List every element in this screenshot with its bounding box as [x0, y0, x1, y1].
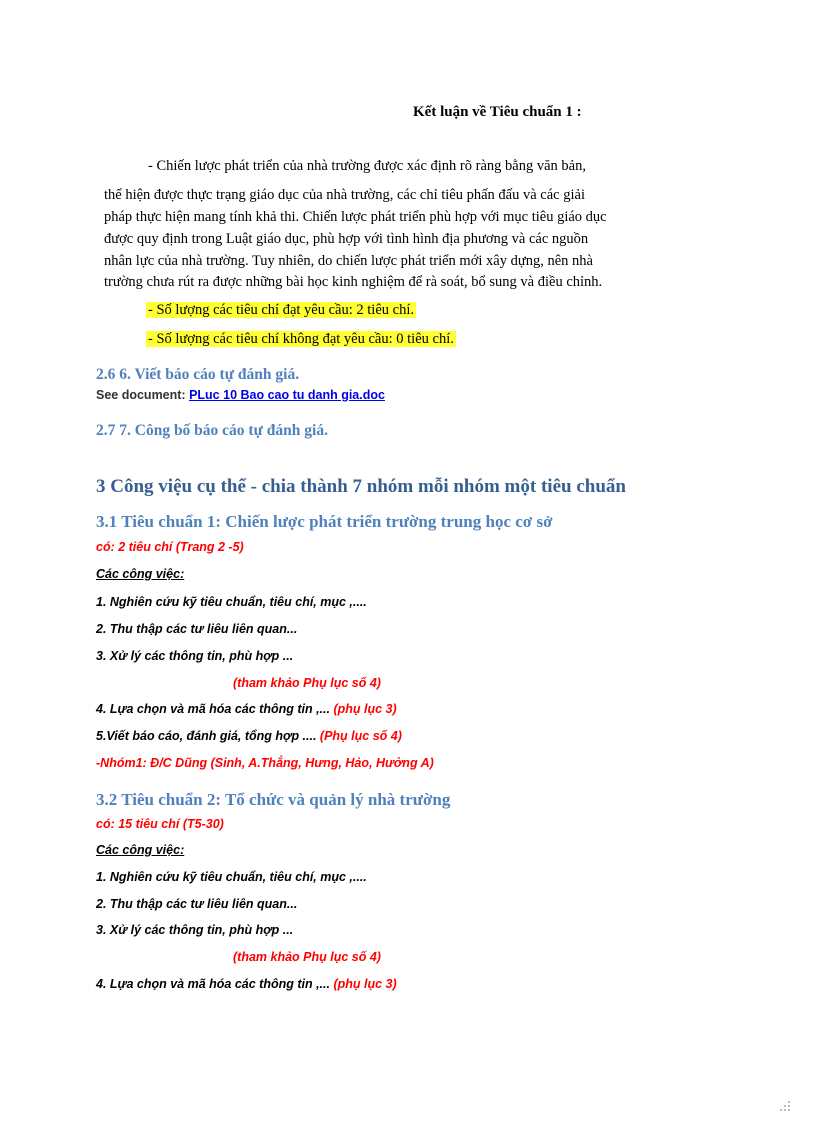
task-3-2-4-text: 4. Lựa chọn và mã hóa các thông tin ,... [96, 977, 334, 991]
group-3-1: -Nhóm1: Đ/C Dũng (Sinh, A.Thắng, Hưng, Hảo, Hưởng A) [96, 756, 434, 770]
task-3-1-4-text: 4. Lựa chọn và mã hóa các thông tin ,... [96, 702, 334, 716]
heading-2-7: 2.7 7. Công bố báo cáo tự đánh giá. [96, 422, 328, 439]
task-3-1-2: 2. Thu thập các tư liêu liên quan... [96, 622, 298, 636]
see-document-line [96, 388, 385, 402]
highlight-criteria-not-met [146, 331, 456, 348]
task-3-1-3: 3. Xử lý các thông tin, phù hợp ... [96, 649, 294, 663]
heading-3: 3 Công việu cụ thể - chia thành 7 nhóm mỗi nhóm một tiêu chuẩn [96, 476, 626, 497]
task-3-1-5 [96, 729, 402, 743]
heading-3-2: 3.2 Tiêu chuẩn 2: Tổ chức và quản lý nhà trường [96, 790, 451, 809]
highlight-criteria-met-text: - Số lượng các tiêu chí đạt yêu cầu: 2 tiêu chí. [148, 302, 414, 318]
paragraph-line-3: pháp thực hiện mang tính khả thi. Chiến lược phát triển phù hợp với mục tiêu giáo dục [104, 209, 607, 225]
reference-3-1: (tham khảo Phụ lục số 4) [233, 676, 381, 690]
paragraph-line-4: được quy định trong Luật giáo dục, phù hợp với tình hình địa phương và các nguồn [104, 231, 589, 247]
paragraph-line-1: - Chiến lược phát triển của nhà trường được xác định rõ ràng bằng văn bản, [148, 158, 586, 174]
criteria-count-3-1: có: 2 tiêu chí (Trang 2 -5) [96, 540, 244, 554]
see-document-label: See document: [96, 388, 190, 402]
task-3-1-5-text: 5.Viết báo cáo, đánh giá, tổng hợp .... [96, 729, 320, 743]
task-3-1-4 [96, 702, 397, 716]
heading-2-6: 2.6 6. Viết báo cáo tự đánh giá. [96, 366, 300, 383]
tasks-label-3-1: Các công việc: [96, 567, 185, 581]
task-3-2-3: 3. Xử lý các thông tin, phù hợp ... [96, 923, 294, 937]
highlight-criteria-met [146, 302, 416, 319]
document-link[interactable]: PLuc 10 Bao cao tu danh gia.doc [189, 388, 385, 402]
conclusion-title: Kết luận về Tiêu chuẩn 1 : [413, 104, 582, 120]
reference-3-2: (tham khảo Phụ lục số 4) [233, 950, 381, 964]
paragraph-line-5: nhân lực của nhà trường. Tuy nhiên, do chiến lược phát triển mới xây dựng, nên nhà [104, 253, 593, 269]
paragraph-line-6: trường chưa rút ra được những bài học kinh nghiệm để rà soát, bổ sung và điều chỉnh. [104, 274, 603, 290]
criteria-count-3-2: có: 15 tiêu chí (T5-30) [96, 817, 224, 831]
task-3-2-2: 2. Thu thập các tư liêu liên quan... [96, 897, 298, 911]
heading-3-1: 3.1 Tiêu chuẩn 1: Chiến lược phát triển trường trung học cơ sở [96, 512, 553, 531]
paragraph-line-2: thể hiện được thực trạng giáo dục của nhà trường, các chỉ tiêu phấn đấu và các giải [104, 187, 585, 203]
tasks-label-3-2: Các công việc: [96, 843, 185, 857]
task-3-2-4 [96, 977, 397, 991]
task-3-1-5-ref: (Phụ lục số 4) [319, 729, 402, 743]
task-3-1-1: 1. Nghiên cứu kỹ tiêu chuẩn, tiêu chí, mục ,.... [96, 595, 367, 609]
task-3-2-1: 1. Nghiên cứu kỹ tiêu chuẩn, tiêu chí, mục ,.... [96, 870, 367, 884]
highlight-criteria-not-met-text: - Số lượng các tiêu chí không đạt yêu cầu: 0 tiêu chí. [148, 331, 454, 347]
task-3-2-4-ref: (phụ lục 3) [333, 977, 397, 991]
resize-grip-icon [778, 1099, 790, 1111]
task-3-1-4-ref: (phụ lục 3) [333, 702, 397, 716]
